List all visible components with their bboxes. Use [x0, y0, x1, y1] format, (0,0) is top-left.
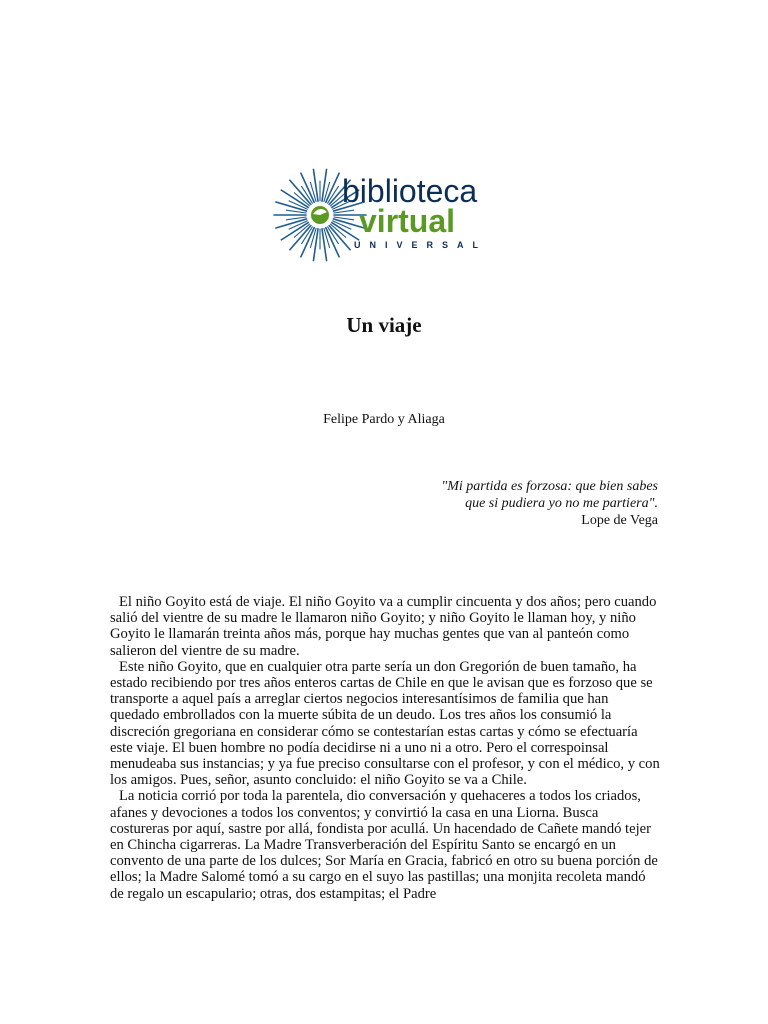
sunburst-ray — [290, 226, 311, 250]
document-title: Un viaje — [346, 313, 422, 337]
document-author: Felipe Pardo y Aliaga — [323, 412, 445, 427]
sunburst-ray — [290, 180, 311, 204]
epigraph-line-1: "Mi partida es forzosa: que bien sabes — [441, 479, 658, 494]
sunburst-ray — [329, 226, 350, 250]
epigraph — [298, 478, 658, 529]
logo-word-virtual: virtual — [359, 203, 456, 239]
document-body — [110, 594, 660, 902]
logo-word-universal: UNIVERSAL — [354, 240, 488, 250]
epigraph-line-2: que si pudiera yo no me partiera". — [465, 496, 658, 511]
paragraph: Este niño Goyito, que en cualquier otra parte sería un don Gregorión de buen tamaño, ha estado recibiendo por tres años enteros cartas de Chile en que le avisan que es forzoso que se transporte a aquel país a arreglar ciertos negocios interesantísimos de familia que han quedado embrollados con la muerte súbita de un deudo. Los tres años los consumió la discreción gregoriana en considerar cómo se contestarían estas cartas y cómo se efectuaría este viaje. El buen hombre no podía decidirse ni a uno ni a otro. Pero el correspoinsal menudeaba sus instancias; y ya fue preciso consultarse con el profesor, y con el médico, y con los amigos. Pues, señor, asunto concluido: el niño Goyito se va a Chile. — [110, 658, 660, 789]
logo-graphic — [262, 165, 512, 265]
biblioteca-virtual-logo — [262, 165, 512, 265]
logo-word-biblioteca: biblioteca — [342, 173, 478, 209]
epigraph-source: Lope de Vega — [581, 513, 658, 528]
paragraph: La noticia corrió por toda la parentela, dio conversación y quehaceres a todos los criados, afanes y devociones a todos los conventos; y convirtió la casa en una Liorna. Busca costureras por aquí, sastre por allá, fondista por acullá. Un hacendado de Cañete mandó tejer en Chincha cigarreras. La Madre Transverberación del Espíritu Santo se encargó en un convento de una parte de los dulces; Sor María en Gracia, fabricó en otro su buena porción de ellos; la Madre Salomé tomó a su cargo en el suyo las pastillas; una monjita recoleta mandó de regalo un escapulario; otras, dos estampitas; el Padre — [110, 788, 658, 902]
paragraph: El niño Goyito está de viaje. El niño Goyito va a cumplir cincuenta y dos años; pero cuando salió del vientre de su madre le llamaron niño Goyito; y niño Goyito le llaman hoy, y niño Goyito le llamarán treinta años más, porque hay muchas gentes que van al panteón como salieron del vientre de su madre. — [110, 594, 657, 659]
